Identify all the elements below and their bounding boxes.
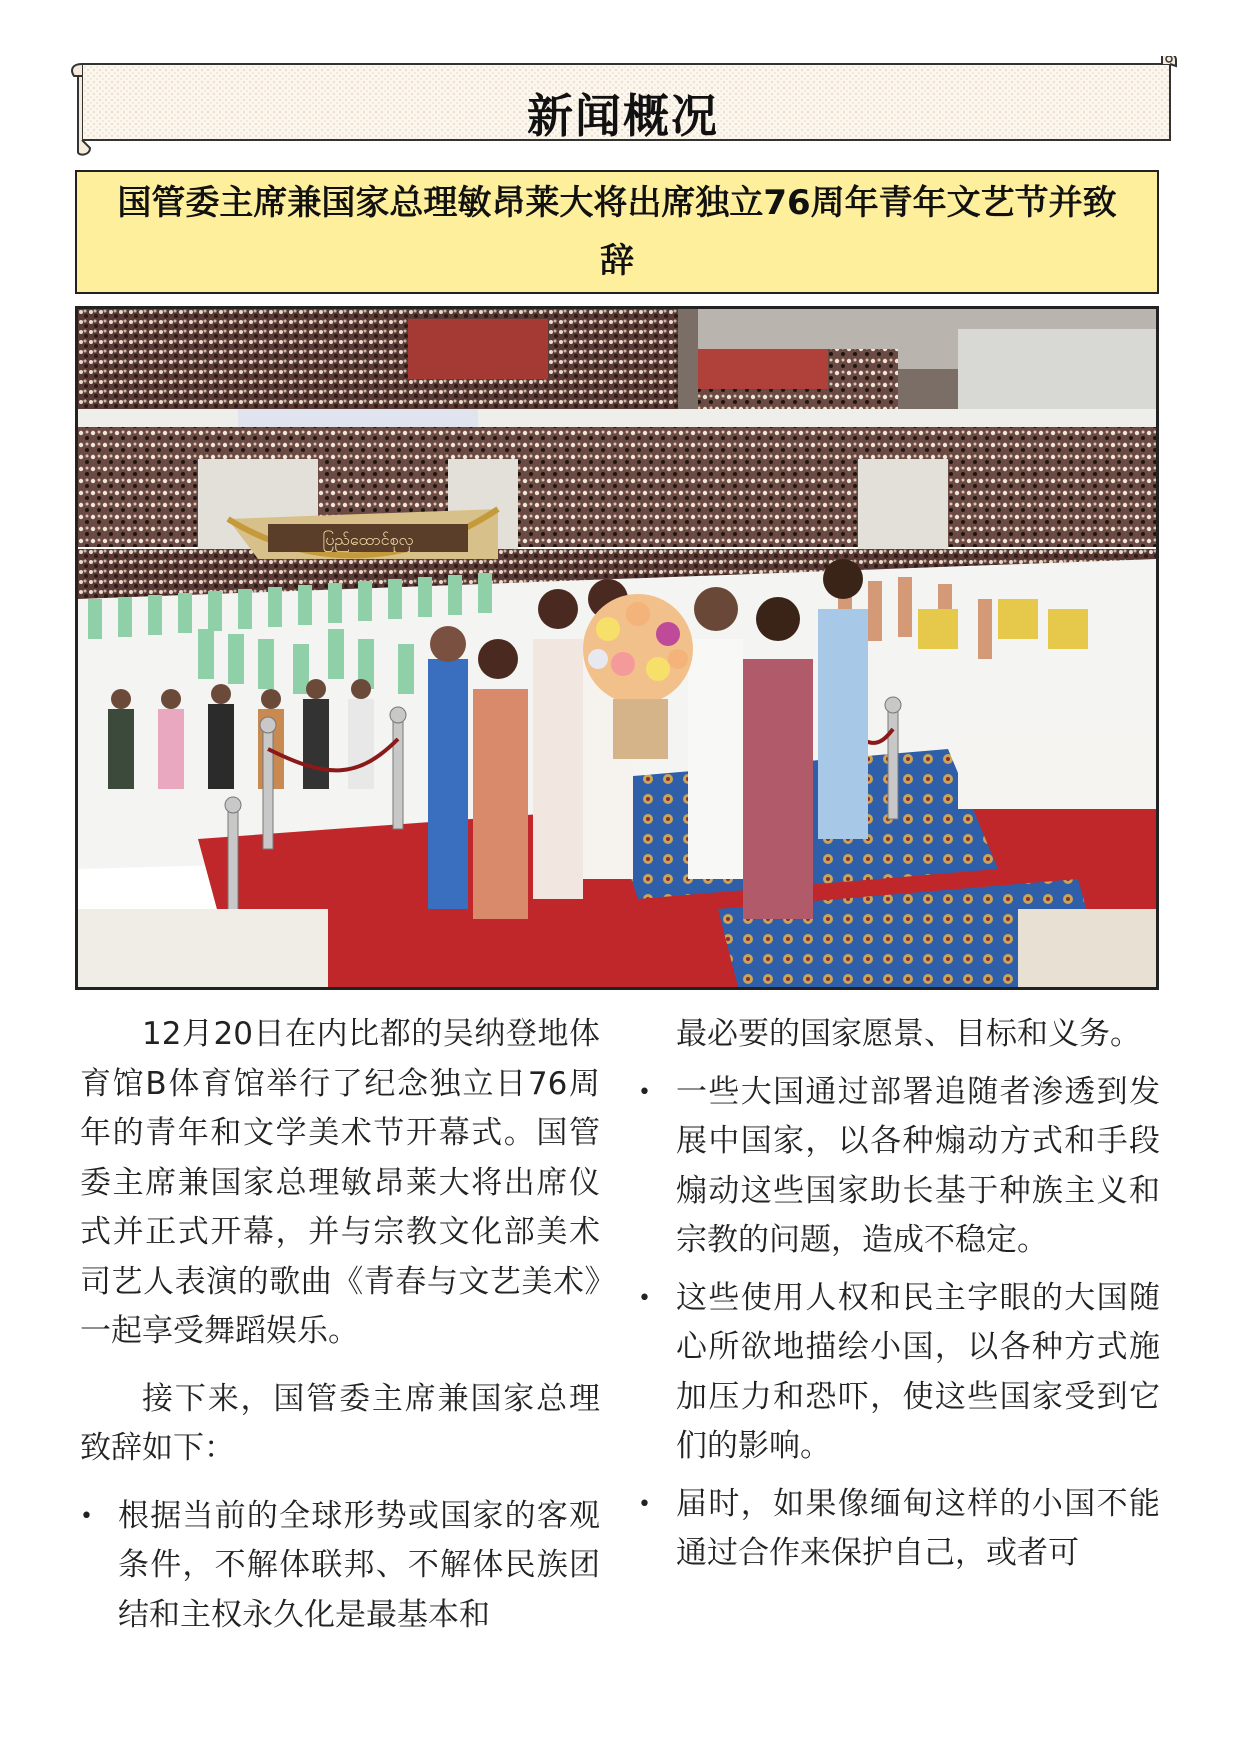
speech-points-list <box>638 1010 1160 1579</box>
bullet-icon: • <box>638 1079 651 1105</box>
section-banner <box>68 56 1178 156</box>
speech-point <box>80 1492 600 1641</box>
banner-title: 新闻概况 <box>527 89 719 143</box>
bullet-icon: • <box>638 1285 651 1311</box>
speech-point-text: 这些使用人权和民主字眼的大国随心所欲地描绘小国，以各种方式施加压力和恐吓，使这些国家受到它们的影响。 <box>676 1279 1160 1464</box>
article-paragraph: 接下来，国管委主席兼国家总理致辞如下： <box>80 1380 600 1466</box>
speech-points-list <box>80 1492 600 1641</box>
headline-box <box>75 170 1159 294</box>
event-photo <box>75 306 1159 990</box>
speech-point-text: 届时，如果像缅甸这样的小国不能通过合作来保护自己，或者可 <box>676 1485 1160 1571</box>
speech-point <box>638 1480 1160 1579</box>
bullet-icon: • <box>638 1491 651 1517</box>
article-paragraph: 12月20日在内比都的吴纳登地体育馆B体育馆举行了纪念独立日76周年的青年和文学美术节开幕式。国管委主席兼国家总理敏昂莱大将出席仪式并正式开幕，并与宗教文化部美术司艺人表演的歌曲《青春与文艺美术》一起享受舞蹈娱乐。 <box>80 1016 600 1349</box>
speech-point <box>638 1274 1160 1472</box>
stage-banner-text: ပြည်ထောင်စုလှ <box>322 530 414 549</box>
speech-point-text: 根据当前的全球形势或国家的客观条件，不解体联邦、不解体民族团结和主权永久化是最基本和 <box>118 1497 600 1633</box>
speech-point-text: 一些大国通过部署追随者渗透到发展中国家，以各种煽动方式和手段煽动这些国家助长基于种族主义和宗教的问题，造成不稳定。 <box>676 1073 1160 1258</box>
article-column-right <box>638 1010 1160 1587</box>
speech-point-text: 最必要的国家愿景、目标和义务。 <box>676 1016 1141 1052</box>
speech-point <box>638 1068 1160 1266</box>
article-column-left <box>80 1010 600 1648</box>
headline-text: 国管委主席兼国家总理敏昂莱大将出席独立76周年青年文艺节并致辞 <box>117 183 1117 281</box>
speech-point-continued <box>638 1010 1160 1060</box>
stadium-ceremony-illustration <box>78 309 1156 987</box>
bullet-icon: • <box>80 1503 93 1529</box>
